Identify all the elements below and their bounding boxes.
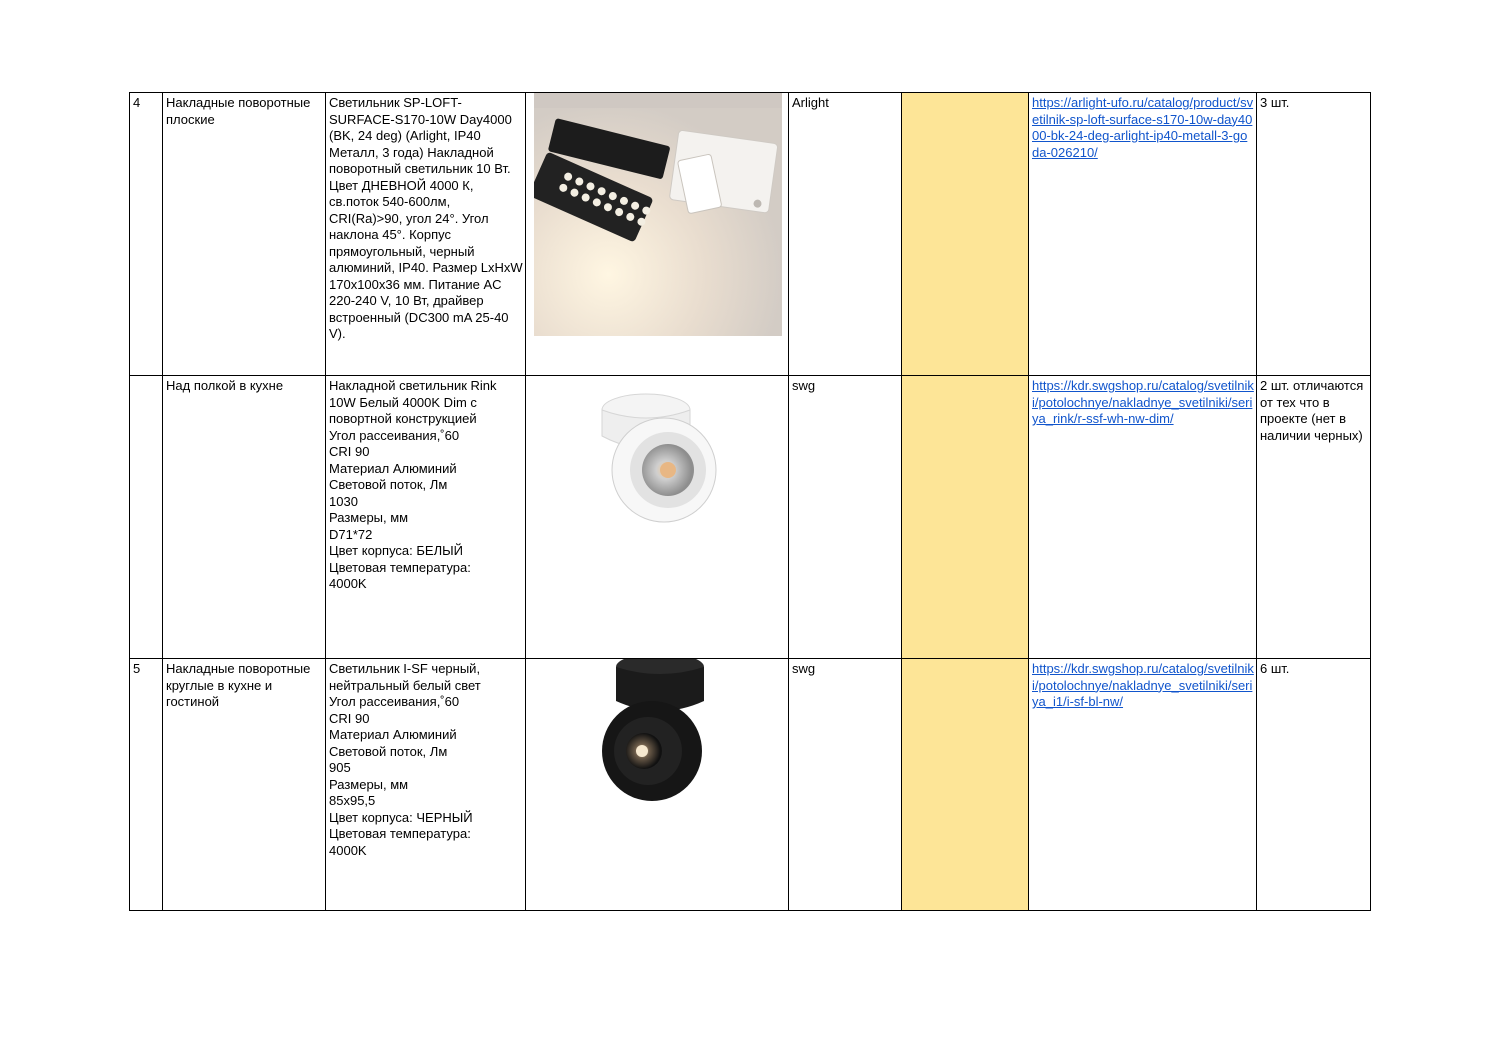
image-cell (526, 93, 789, 376)
image-cell (526, 659, 789, 911)
table-row (130, 659, 1371, 911)
image-cell (526, 376, 789, 659)
placement-cell: Накладные поворотные круглые в кухне и гостиной (163, 659, 326, 911)
product-link[interactable]: https://arlight-ufo.ru/catalog/product/svetilnik-sp-loft-surface-s170-10w-day4000-bk-24-deg-arlight-ip40-metall-3-goda-026210/ (1032, 95, 1254, 160)
description-cell: Светильник SP-LOFT-SURFACE-S170-10W Day4000 (BK, 24 deg) (Arlight, IP40 Металл, 3 года) Накладной поворотный светильник 10 Вт. Цвет ДНЕВНОЙ 4000 К, св.поток 540-600лм, CRI(Ra)>90, угол 24°. Угол наклона 45°. Корпус прямоугольный, черный алюминий, IP40. Размер LxHxW 170x100x36 мм. Питание AC 220-240 V, 10 Вт, драйвер встроенный (DC300 mA 25-40 V). (326, 93, 526, 376)
brand-cell: Arlight (789, 93, 902, 376)
row-number: 4 (130, 93, 163, 376)
price-cell (902, 93, 1029, 376)
row-number: 5 (130, 659, 163, 911)
placement-cell: Над полкой в кухне (163, 376, 326, 659)
table-row (130, 93, 1371, 376)
products-table (129, 92, 1371, 911)
quantity-cell: 6 шт. (1257, 659, 1371, 911)
brand-cell: swg (789, 659, 902, 911)
placement-cell: Накладные поворотные плоские (163, 93, 326, 376)
price-cell (902, 376, 1029, 659)
table-row (130, 376, 1371, 659)
product-link[interactable]: https://kdr.swgshop.ru/catalog/svetilniki/potolochnye/nakladnye_svetilniki/seriya_rink/r-ssf-wh-nw-dim/ (1032, 378, 1254, 426)
description-cell: Светильник I-SF черный, нейтральный белый свет Угол рассеивания,˚60 CRI 90 Материал Алюминий Световой поток, Лм 905 Размеры, мм 85x95,5 Цвет корпуса: ЧЕРНЫЙ Цветовая температура: 4000K (326, 659, 526, 911)
flat-rotating-spotlights-photo (529, 95, 786, 336)
black-round-spotlight-photo (529, 661, 786, 815)
link-cell (1029, 659, 1257, 911)
quantity-cell: 3 шт. (1257, 93, 1371, 376)
link-cell (1029, 376, 1257, 659)
brand-cell: swg (789, 376, 902, 659)
price-cell (902, 659, 1029, 911)
white-round-spotlight-photo (529, 378, 786, 528)
product-link[interactable]: https://kdr.swgshop.ru/catalog/svetilniki/potolochnye/nakladnye_svetilniki/seriya_i1/i-sf-bl-nw/ (1032, 661, 1254, 709)
row-number (130, 376, 163, 659)
link-cell (1029, 93, 1257, 376)
description-cell: Накладной светильник Rink 10W Белый 4000K Dim с повортной конструкцией Угол рассеивания,˚60 CRI 90 Материал Алюминий Световой поток, Лм 1030 Размеры, мм D71*72 Цвет корпуса: БЕЛЫЙ Цветовая температура: 4000K (326, 376, 526, 659)
quantity-cell: 2 шт. отличаются от тех что в проекте (нет в наличии черных) (1257, 376, 1371, 659)
